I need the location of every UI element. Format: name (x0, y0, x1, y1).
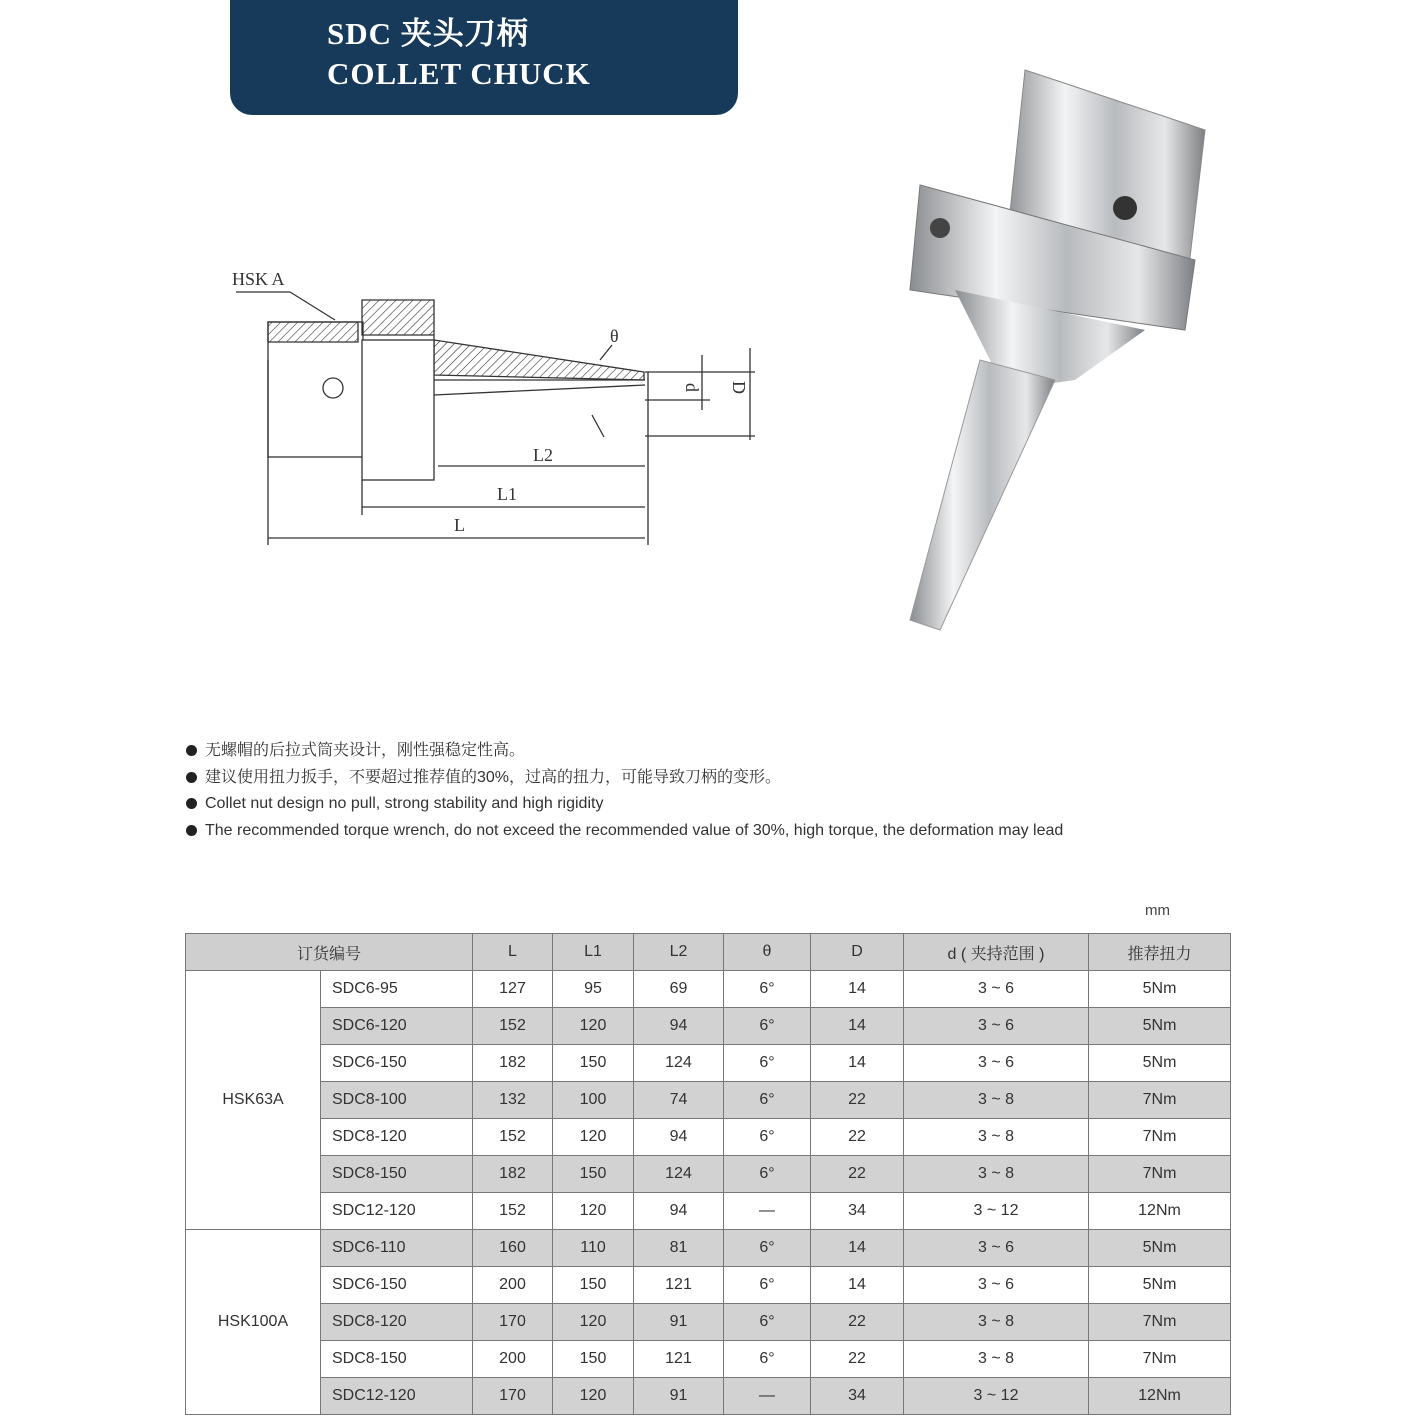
label-L2: L2 (533, 445, 553, 465)
value-cell: 12Nm (1089, 1193, 1231, 1230)
value-cell: 34 (811, 1193, 904, 1230)
column-header: D (811, 934, 904, 971)
table-row (186, 1008, 1231, 1045)
table-row (186, 1267, 1231, 1304)
value-cell: 5Nm (1089, 1045, 1231, 1082)
table-row (186, 1341, 1231, 1378)
value-cell: 7Nm (1089, 1119, 1231, 1156)
value-cell: 5Nm (1089, 1008, 1231, 1045)
model-cell: SDC6-150 (321, 1045, 473, 1082)
value-cell: 6° (724, 1082, 811, 1119)
label-theta: θ (610, 326, 619, 346)
value-cell: 200 (473, 1267, 553, 1304)
model-cell: SDC6-150 (321, 1267, 473, 1304)
column-header: 订货编号 (186, 934, 473, 971)
value-cell: 100 (553, 1082, 634, 1119)
value-cell: 3 ~ 12 (904, 1193, 1089, 1230)
value-cell: 22 (811, 1341, 904, 1378)
note-text: 无螺帽的后拉式筒夹设计，刚性强稳定性高。 (205, 742, 526, 759)
note-item (186, 738, 1063, 765)
value-cell: 132 (473, 1082, 553, 1119)
note-item (186, 791, 1063, 818)
value-cell: 6° (724, 1267, 811, 1304)
table-row (186, 1193, 1231, 1230)
label-hsk: HSK A (232, 269, 285, 289)
value-cell: 6° (724, 1008, 811, 1045)
value-cell: 150 (553, 1267, 634, 1304)
value-cell: 14 (811, 971, 904, 1008)
value-cell: 6° (724, 1156, 811, 1193)
value-cell: 6° (724, 971, 811, 1008)
model-cell: SDC6-120 (321, 1008, 473, 1045)
feature-notes (186, 738, 1063, 844)
value-cell: 3 ~ 8 (904, 1119, 1089, 1156)
value-cell: 22 (811, 1304, 904, 1341)
column-header: L2 (634, 934, 724, 971)
group-cell: HSK63A (186, 971, 321, 1230)
product-photo (895, 60, 1215, 640)
value-cell: 182 (473, 1156, 553, 1193)
value-cell: 5Nm (1089, 1267, 1231, 1304)
value-cell: 121 (634, 1267, 724, 1304)
model-cell: SDC8-150 (321, 1341, 473, 1378)
label-D: D (729, 381, 749, 394)
note-text: 建议使用扭力扳手，不要超过推荐值的30%，过高的扭力，可能导致刀柄的变形。 (205, 768, 782, 786)
column-header: L1 (553, 934, 634, 971)
value-cell: 74 (634, 1082, 724, 1119)
value-cell: 5Nm (1089, 971, 1231, 1008)
value-cell: 121 (634, 1341, 724, 1378)
value-cell: 120 (553, 1008, 634, 1045)
column-header: d ( 夹持范围 ) (904, 934, 1089, 971)
value-cell: 124 (634, 1156, 724, 1193)
table-row (186, 1119, 1231, 1156)
value-cell: — (724, 1378, 811, 1415)
value-cell: 152 (473, 1008, 553, 1045)
value-cell: 152 (473, 1119, 553, 1156)
value-cell: 120 (553, 1119, 634, 1156)
value-cell: 120 (553, 1304, 634, 1341)
value-cell: 124 (634, 1045, 724, 1082)
value-cell: 14 (811, 1008, 904, 1045)
model-cell: SDC6-95 (321, 971, 473, 1008)
bullet-icon (186, 798, 197, 809)
label-L1: L1 (497, 484, 517, 504)
value-cell: 12Nm (1089, 1378, 1231, 1415)
value-cell: 3 ~ 8 (904, 1304, 1089, 1341)
bullet-icon (186, 825, 197, 836)
value-cell: 22 (811, 1082, 904, 1119)
value-cell: 95 (553, 971, 634, 1008)
value-cell: 3 ~ 6 (904, 1230, 1089, 1267)
column-header: 推荐扭力 (1089, 934, 1231, 971)
value-cell: 150 (553, 1045, 634, 1082)
value-cell: 69 (634, 971, 724, 1008)
table-row (186, 1156, 1231, 1193)
value-cell: 6° (724, 1119, 811, 1156)
value-cell: 6° (724, 1230, 811, 1267)
note-item (186, 818, 1063, 845)
model-cell: SDC12-120 (321, 1378, 473, 1415)
value-cell: 3 ~ 6 (904, 1008, 1089, 1045)
title-cn: SDC 夹头刀柄 (327, 16, 529, 51)
value-cell: 91 (634, 1378, 724, 1415)
technical-drawing (225, 260, 765, 550)
note-text: Collet nut design no pull, strong stability and high rigidity (205, 795, 604, 812)
model-cell: SDC8-150 (321, 1156, 473, 1193)
note-item (186, 765, 1063, 792)
label-L: L (454, 515, 465, 535)
value-cell: 3 ~ 6 (904, 971, 1089, 1008)
value-cell: 7Nm (1089, 1304, 1231, 1341)
column-header: θ (724, 934, 811, 971)
value-cell: 3 ~ 8 (904, 1341, 1089, 1378)
value-cell: 160 (473, 1230, 553, 1267)
value-cell: 120 (553, 1378, 634, 1415)
value-cell: 110 (553, 1230, 634, 1267)
value-cell: 120 (553, 1193, 634, 1230)
title-banner (230, 0, 738, 115)
model-cell: SDC6-110 (321, 1230, 473, 1267)
table-row (186, 971, 1231, 1008)
unit-label: mm (1145, 902, 1170, 919)
value-cell: 7Nm (1089, 1341, 1231, 1378)
value-cell: 6° (724, 1304, 811, 1341)
model-cell: SDC8-120 (321, 1119, 473, 1156)
group-cell: HSK100A (186, 1230, 321, 1415)
value-cell: 22 (811, 1119, 904, 1156)
value-cell: 91 (634, 1304, 724, 1341)
value-cell: 94 (634, 1008, 724, 1045)
value-cell: 94 (634, 1193, 724, 1230)
value-cell: 150 (553, 1341, 634, 1378)
value-cell: 170 (473, 1378, 553, 1415)
value-cell: 14 (811, 1230, 904, 1267)
value-cell: 3 ~ 6 (904, 1045, 1089, 1082)
spec-table (185, 933, 1231, 1415)
table-row (186, 1230, 1231, 1267)
value-cell: 7Nm (1089, 1082, 1231, 1119)
value-cell: 14 (811, 1045, 904, 1082)
value-cell: 22 (811, 1156, 904, 1193)
value-cell: 14 (811, 1267, 904, 1304)
value-cell: — (724, 1193, 811, 1230)
value-cell: 81 (634, 1230, 724, 1267)
note-text: The recommended torque wrench, do not exceed the recommended value of 30%, high torque, the deformation may lead (205, 821, 1064, 839)
table-row (186, 1378, 1231, 1415)
value-cell: 3 ~ 6 (904, 1267, 1089, 1304)
model-cell: SDC8-120 (321, 1304, 473, 1341)
column-header: L (473, 934, 553, 971)
value-cell: 3 ~ 8 (904, 1156, 1089, 1193)
table-row (186, 1045, 1231, 1082)
value-cell: 6° (724, 1341, 811, 1378)
value-cell: 200 (473, 1341, 553, 1378)
model-cell: SDC12-120 (321, 1193, 473, 1230)
title-en: COLLET CHUCK (327, 56, 591, 91)
value-cell: 127 (473, 971, 553, 1008)
value-cell: 7Nm (1089, 1156, 1231, 1193)
value-cell: 5Nm (1089, 1230, 1231, 1267)
value-cell: 34 (811, 1378, 904, 1415)
table-row (186, 1082, 1231, 1119)
label-d: d (682, 383, 702, 392)
value-cell: 3 ~ 12 (904, 1378, 1089, 1415)
model-cell: SDC8-100 (321, 1082, 473, 1119)
bullet-icon (186, 745, 197, 756)
value-cell: 170 (473, 1304, 553, 1341)
bullet-icon (186, 772, 197, 783)
value-cell: 3 ~ 8 (904, 1082, 1089, 1119)
value-cell: 94 (634, 1119, 724, 1156)
table-header (186, 934, 1231, 971)
value-cell: 150 (553, 1156, 634, 1193)
table-row (186, 1304, 1231, 1341)
value-cell: 182 (473, 1045, 553, 1082)
value-cell: 152 (473, 1193, 553, 1230)
value-cell: 6° (724, 1045, 811, 1082)
